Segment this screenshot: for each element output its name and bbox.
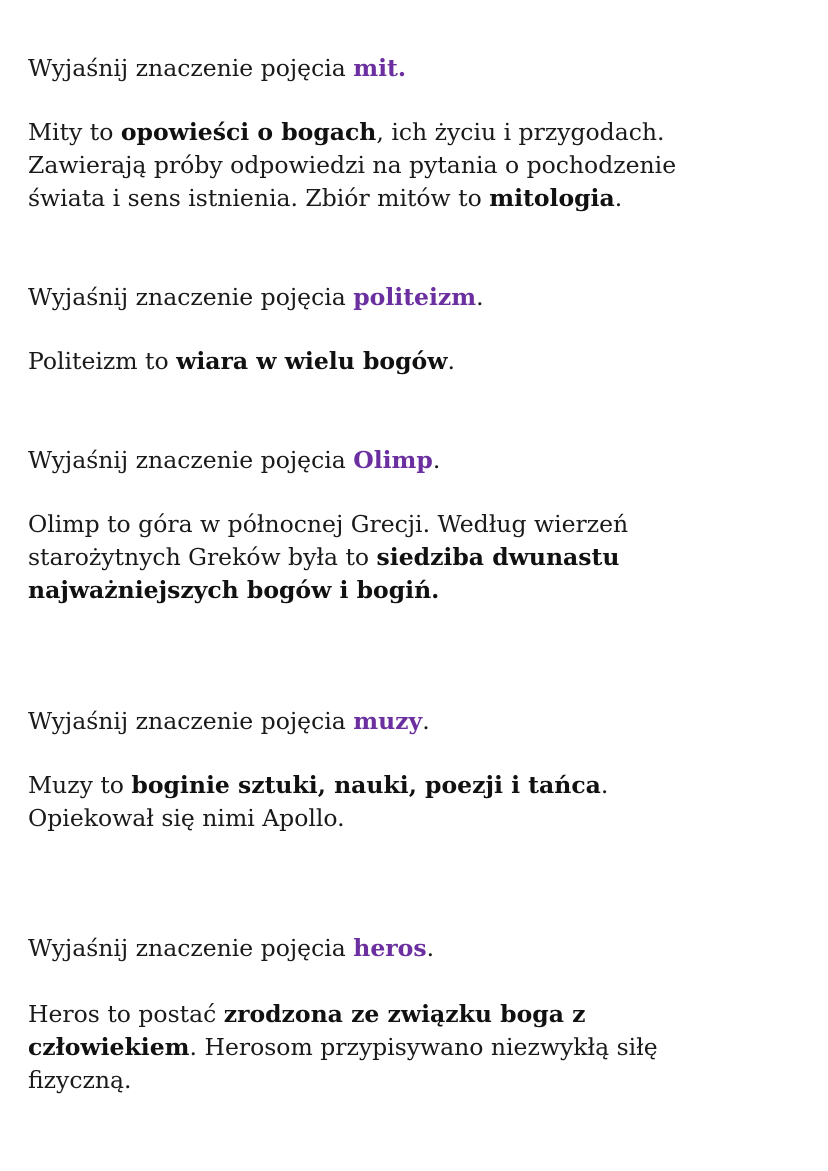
question-olimp: [28, 444, 440, 476]
answer-text: Mity to: [28, 118, 121, 146]
question-mit: [28, 52, 406, 84]
answer-text: Olimp to góra w północnej Grecji. Według wierzeń: [28, 510, 629, 538]
question-prefix: Wyjaśnij znaczenie pojęcia: [28, 934, 354, 962]
answer-text: Politeizm to: [28, 347, 177, 375]
answer-text: .: [447, 347, 455, 375]
answer-bold: boginie sztuki, nauki, poezji i tańca: [131, 771, 601, 799]
question-suffix: .: [426, 934, 435, 962]
question-muzy: [28, 705, 430, 737]
answer-text: starożytnych Greków była to: [28, 543, 377, 571]
answer-olimp-line-1: [28, 508, 628, 540]
question-prefix: Wyjaśnij znaczenie pojęcia: [28, 283, 354, 311]
answer-heros-line-1: [28, 998, 585, 1030]
answer-mit-line-1: [28, 116, 665, 148]
answer-mit-line-2: [28, 149, 676, 181]
answer-bold: człowiekiem: [28, 1033, 190, 1061]
question-heros: [28, 932, 434, 964]
question-suffix: .: [432, 446, 441, 474]
answer-text: .: [614, 184, 623, 212]
question-suffix: .: [422, 707, 430, 735]
question-prefix: Wyjaśnij znaczenie pojęcia: [28, 54, 354, 82]
answer-text: . Herosom przypisywano niezwykłą siłę: [189, 1033, 658, 1061]
answer-bold: siedziba dwunastu: [376, 543, 620, 571]
term-mit: mit: [353, 54, 398, 82]
answer-text: Opiekował się nimi Apollo.: [28, 804, 345, 832]
question-prefix: Wyjaśnij znaczenie pojęcia: [28, 707, 354, 735]
answer-heros-line-2: [28, 1031, 658, 1063]
question-suffix: .: [476, 283, 484, 311]
term-muzy: muzy: [353, 707, 423, 735]
answer-muzy-line-2: [28, 802, 345, 834]
answer-bold: wiara w wielu bogów: [176, 347, 448, 375]
question-prefix: Wyjaśnij znaczenie pojęcia: [28, 446, 354, 474]
answer-text: , ich życiu i przygodach.: [376, 118, 665, 146]
answer-text: fizyczną.: [28, 1066, 132, 1094]
answer-bold: zrodzona ze związku boga z: [223, 1000, 586, 1028]
answer-text: .: [600, 771, 609, 799]
term-heros: heros: [353, 934, 427, 962]
answer-heros-line-3: [28, 1064, 132, 1096]
answer-mit-line-3: [28, 182, 622, 214]
answer-olimp-line-2: [28, 541, 619, 573]
answer-bold: opowieści o bogach: [120, 118, 377, 146]
answer-text: Heros to postać: [28, 1000, 224, 1028]
answer-olimp-line-3: [28, 574, 439, 606]
answer-politeizm-line-1: [28, 345, 455, 377]
term-politeizm: politeizm: [353, 283, 477, 311]
answer-muzy-line-1: [28, 769, 608, 801]
question-suffix: .: [397, 54, 407, 82]
answer-bold: mitologia: [489, 184, 615, 212]
answer-text: Muzy to: [28, 771, 132, 799]
answer-text: świata i sens istnienia. Zbiór mitów to: [28, 184, 490, 212]
answer-bold: najważniejszych bogów i bogiń.: [28, 576, 440, 604]
term-olimp: Olimp: [353, 446, 433, 474]
question-politeizm: [28, 281, 484, 313]
answer-text: Zawierają próby odpowiedzi na pytania o pochodzenie: [28, 151, 677, 179]
